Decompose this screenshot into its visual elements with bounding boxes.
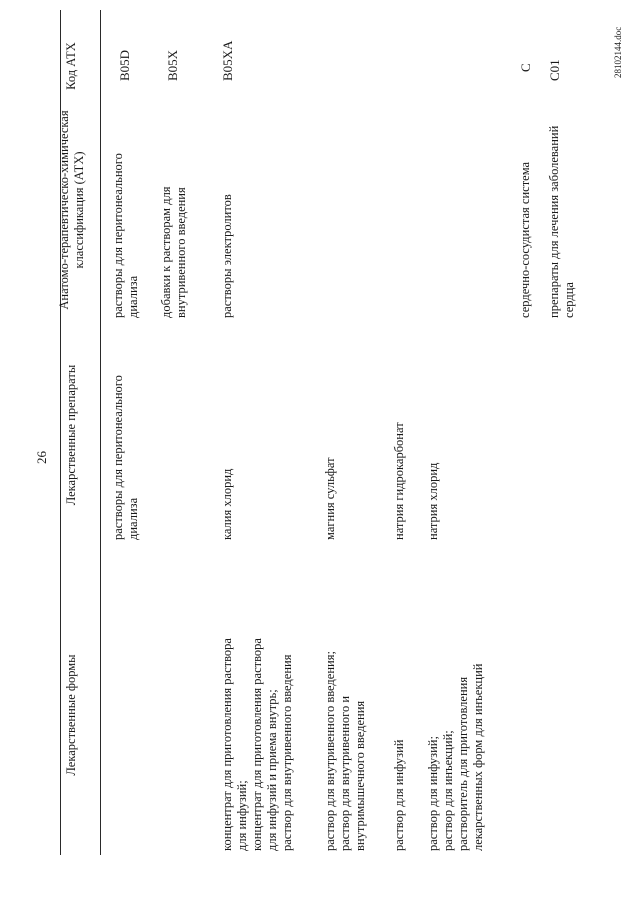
row-bicarbonate-drug-line-1: натрия гидрокарбонат <box>392 422 406 540</box>
row-sodium-chloride-form-line-4: лекарственных форм для инъекций <box>471 663 485 851</box>
row-magnesium-form-line-1: раствор для внутривенного введения; <box>323 651 337 851</box>
row-b05d-drug-line-2: диализа <box>126 497 140 540</box>
row-b05x-atc <box>159 186 189 318</box>
row-b05d-atc <box>111 153 141 318</box>
header-atc-line-2: классификация (АТХ) <box>72 151 86 269</box>
row-bicarbonate-drug <box>392 422 407 540</box>
row-c01-atc-line-2: сердца <box>562 282 576 318</box>
row-magnesium-drug-line-1: магния сульфат <box>323 457 337 540</box>
table-header-rule <box>100 10 101 855</box>
row-c01-atc <box>547 126 577 318</box>
row-b05xa-form <box>220 638 295 851</box>
row-b05d-atc-line-2: диализа <box>126 275 140 318</box>
row-sodium-chloride-form-line-3: растворитель для приготовления <box>456 676 470 851</box>
row-bicarbonate-form-line-1: раствор для инфузий <box>392 739 406 851</box>
row-b05x-atc-line-1: добавки к растворам для <box>159 186 173 318</box>
row-b05xa-atc-line-1: растворы электролитов <box>220 194 234 318</box>
row-b05xa-form-line-3: концентрат для приготовления раствора <box>250 638 264 851</box>
row-b05xa-atc <box>220 194 235 318</box>
header-atc <box>57 95 87 325</box>
row-magnesium-form-line-3: внутримышечного введения <box>353 700 367 851</box>
row-b05d-drug-line-1: растворы для перитонеального <box>111 375 125 540</box>
row-sodium-chloride-form-line-1: раствор для инфузий; <box>426 736 440 851</box>
row-b05xa-code: B05XA <box>220 40 235 81</box>
row-b05xa-form-line-4: для инфузий и приема внутрь; <box>265 689 279 851</box>
row-magnesium-form-line-2: раствор для внутривенного и <box>338 695 352 851</box>
header-form: Лекарственные формы <box>64 654 78 776</box>
row-b05x-atc-line-2: внутривенного введения <box>174 187 188 318</box>
footer-filename: 28102144.doc <box>613 26 623 78</box>
row-b05xa-drug <box>220 469 235 540</box>
header-atc-line-1: Анатомо-терапевтическо-химическая <box>57 110 71 310</box>
row-c-code: C <box>518 63 533 72</box>
row-sodium-chloride-drug-line-1: натрия хлорид <box>426 462 440 540</box>
header-drug: Лекарственные препараты <box>64 364 78 506</box>
row-b05xa-form-line-2: для инфузий; <box>235 780 249 851</box>
row-b05xa-form-line-5: раствор для внутривенного введения <box>280 654 294 851</box>
row-sodium-chloride-form-line-2: раствор для инъекций; <box>441 730 455 851</box>
row-c-atc-line-1: сердечно-сосудистая система <box>518 161 532 318</box>
row-c01-atc-line-1: препараты для лечения заболеваний <box>547 125 561 318</box>
row-b05d-drug <box>111 375 141 540</box>
row-sodium-chloride-form <box>426 664 486 851</box>
row-b05x-code: B05X <box>165 49 180 81</box>
row-bicarbonate-form <box>392 740 407 851</box>
row-b05xa-drug-line-1: калия хлорид <box>220 468 234 540</box>
row-magnesium-drug <box>323 457 338 540</box>
row-sodium-chloride-drug <box>426 463 441 540</box>
page-number: 26 <box>34 451 49 464</box>
row-c01-code: C01 <box>547 59 562 81</box>
row-magnesium-form <box>323 651 368 851</box>
row-c-atc <box>518 162 533 318</box>
header-code: Код АТХ <box>64 42 78 90</box>
row-b05d-atc-line-1: растворы для перитонеального <box>111 153 125 318</box>
row-b05d-code: B05D <box>117 49 132 81</box>
row-b05xa-form-line-1: концентрат для приготовления раствора <box>220 638 234 851</box>
